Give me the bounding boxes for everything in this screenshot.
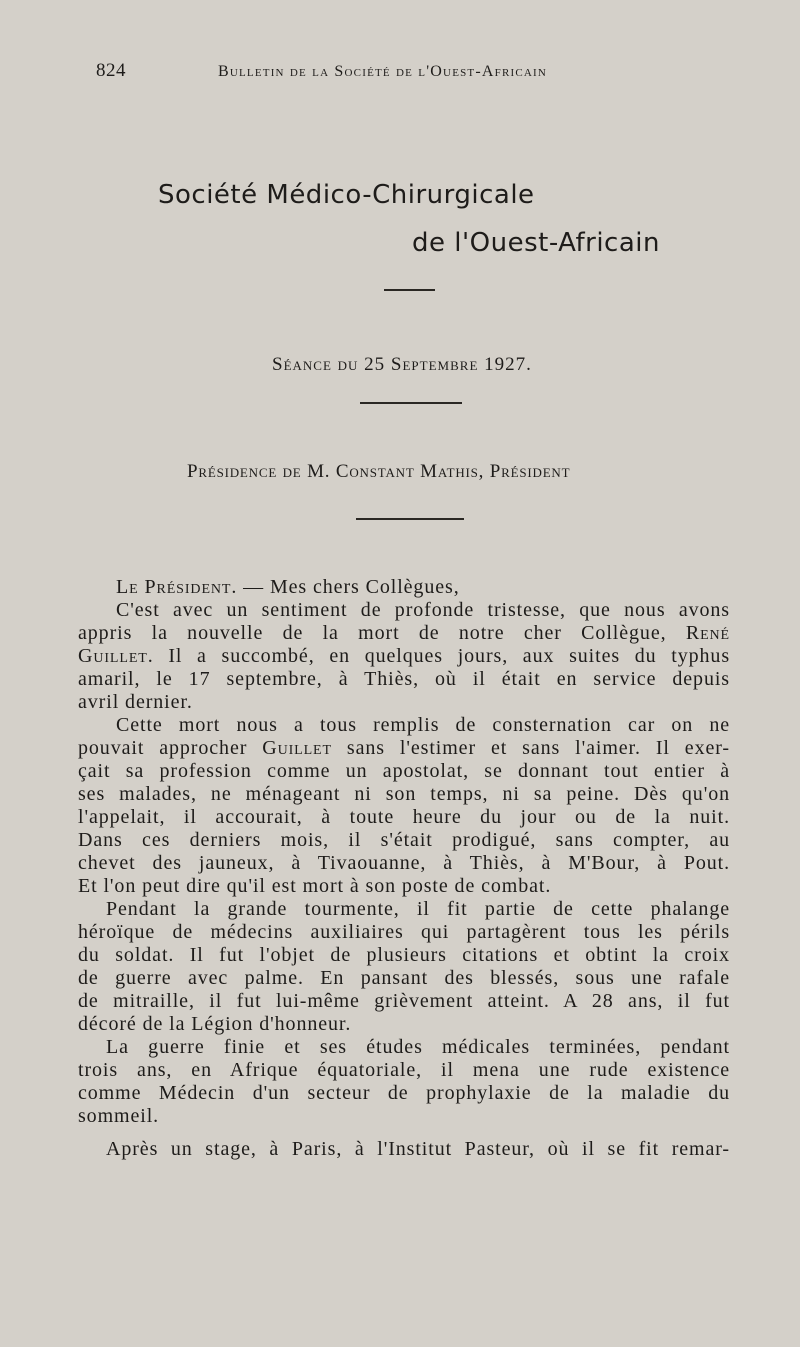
text-line: C'est avec un sentiment de profonde tristesse, que nous avons	[116, 599, 730, 621]
text-line: héroïque de médecins auxiliaires qui partagèrent tous les périls	[78, 921, 730, 943]
text-line: décoré de la Légion d'honneur.	[78, 1013, 352, 1035]
text-line: sommeil.	[78, 1105, 160, 1127]
text-line: Dans ces derniers mois, il s'était prodigué, sans compter, au	[78, 829, 730, 851]
body-text	[78, 576, 730, 1158]
text-line: pouvait approcher Guillet sans l'estimer et sans l'aimer. Il exer-	[78, 737, 730, 759]
text-line: Le Président. — Mes chers Collègues,	[116, 576, 460, 598]
text-line: Guillet. Il a succombé, en quelques jours, aux suites du typhus	[78, 645, 730, 667]
text-line: chevet des jauneux, à Tivaouanne, à Thiès, à M'Bour, à Pout.	[78, 852, 730, 874]
society-title-line1: Société Médico-Chirurgicale	[158, 180, 535, 210]
text-line: La guerre finie et ses études médicales terminées, pendant	[106, 1036, 730, 1058]
running-head: Bulletin de la Société de l'Ouest-Africain	[218, 63, 548, 80]
speaker-label: Le Président.	[116, 576, 238, 598]
text-line: appris la nouvelle de la mort de notre cher Collègue, René	[78, 622, 730, 644]
divider-rule	[356, 518, 464, 520]
divider-rule	[360, 402, 462, 404]
presidency-heading: Présidence de M. Constant Mathis, Président	[187, 461, 571, 482]
text-line: Et l'on peut dire qu'il est mort à son poste de combat.	[78, 875, 552, 897]
text-line: de guerre avec palme. En pansant des blessés, sous une rafale	[78, 967, 730, 989]
text-line: du soldat. Il fut l'objet de plusieurs citations et obtint la croix	[78, 944, 730, 966]
society-title-line2: de l'Ouest-Africain	[412, 228, 660, 258]
text-line: trois ans, en Afrique équatoriale, il mena une rude existence	[78, 1059, 730, 1081]
text-line: Pendant la grande tourmente, il fit partie de cette phalange	[106, 898, 730, 920]
person-name: Guillet	[262, 737, 332, 759]
person-name: Guillet.	[78, 645, 154, 667]
text-line: Après un stage, à Paris, à l'Institut Pasteur, où il se fit remar-	[106, 1138, 730, 1160]
text-line: amaril, le 17 septembre, à Thiès, où il était en service depuis	[78, 668, 730, 690]
page-number: 824	[96, 60, 126, 81]
text-line: çait sa profession comme un apostolat, se donnant tout entier à	[78, 760, 730, 782]
text-line: ses malades, ne ménageant ni son temps, ni sa peine. Dès qu'on	[78, 783, 730, 805]
page-header	[96, 60, 656, 92]
text-line: comme Médecin d'un secteur de prophylaxie de la maladie du	[78, 1082, 730, 1104]
text-line: avril dernier.	[78, 691, 193, 713]
person-name: René	[685, 622, 730, 644]
text-line: l'appelait, il accourait, à toute heure du jour ou de la nuit.	[78, 806, 730, 828]
text-line: Cette mort nous a tous remplis de consternation car on ne	[116, 714, 730, 736]
divider-rule	[384, 289, 435, 291]
text-line: de mitraille, il fut lui-même grièvement atteint. A 28 ans, il fut	[78, 990, 730, 1012]
session-heading: Séance du 25 Septembre 1927.	[272, 354, 532, 375]
